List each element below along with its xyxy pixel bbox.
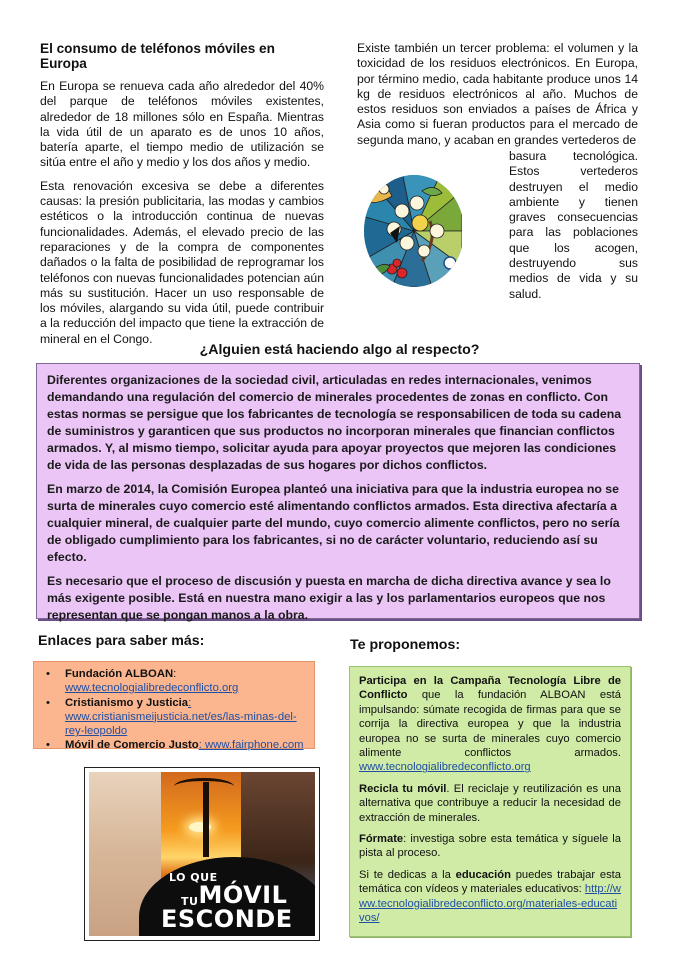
- poster-line: ESCONDE: [161, 905, 293, 933]
- proposal-item: [359, 674, 621, 775]
- paragraph: Diferentes organizaciones de la sociedad civil, articuladas en redes internacionales, venimos demandando una regulación del comercio de minerales procedentes de zonas en conflicto. Con estas normas se persigue que los fabricantes de tecnología se responsabilicen de toda su cadena de suministros y garanticen que sus productos no incorporan minerales que financian conflictos armados. Y, al mismo tiempo, solicitar ayuda para apoyar proyectos que mejoren las condiciones de vida de las personas desplazadas de sus hogares por dichos conflictos.: [47, 373, 622, 472]
- proposals-box: [349, 666, 631, 937]
- proposal-title: Participa en la Campaña Tecnología Libre de Conflicto: [359, 675, 621, 702]
- link-url[interactable]: www.tecnologialibredeconflicto.org: [65, 682, 239, 695]
- link-org-name: Fundación ALBOAN: [65, 668, 174, 680]
- bullet-icon: •: [46, 668, 50, 680]
- bullet-icon: •: [46, 739, 50, 752]
- tree-trunk-graphic: [203, 782, 209, 857]
- list-item: [44, 667, 306, 696]
- poster-title: [151, 872, 311, 931]
- separator: :: [173, 668, 177, 680]
- proposal-text: que la fundación ALBOAN está impulsando: súmate recogida de firmas para que se corrija la directiva europea y que la industria europea no se surta de minerales cuyo comercio alimente conflictos armados.: [359, 689, 621, 760]
- link-org-name: Móvil de Comercio Justo: [65, 739, 199, 752]
- proposal-link[interactable]: www.tecnologialibredeconflicto.org: [359, 761, 531, 774]
- paragraph: En Europa se renueva cada año alrededor del 40% del parque de teléfonos móviles existentes, alrededor de 18 millones sólo en España. Mientras la vida útil de un aparato es de unos 10 años, batería aparte, el tiempo medio de utilización se sitúa entre el año y medio y los dos años y medio.: [40, 79, 324, 170]
- link-org-name: Cristianismo y Justicia: [65, 696, 189, 709]
- link-url[interactable]: www.cristianismeijusticia.net/es/las-minas-del-rey-leopoldo: [65, 710, 297, 738]
- proposal-title: Fórmate: [359, 833, 404, 846]
- section-heading: ¿Alguien está haciendo algo al respecto?: [199, 342, 480, 358]
- paragraph: Esta renovación excesiva se debe a diferentes causas: la presión publicitaria, las modas y cambios estéticos o la introducción continua de nuevas funcionalidades. Además, el elevado precio de las reparaciones y de la compra de componentes dañados o la falta de posibilidad de reprogramar los teléfonos con nuevas funcionalidades potencian aún más su sustitución. Hacer un uso responsable de los móviles, alargando su vida útil, puede contribuir a la reducción del impacto que tiene la extracción de mineral en el Congo.: [40, 178, 324, 346]
- list-item: [44, 738, 306, 752]
- separator: :: [198, 739, 205, 752]
- proposal-item: [359, 832, 621, 861]
- poster-line: TU: [181, 895, 199, 908]
- proposals-heading: Te proponemos:: [350, 637, 461, 653]
- separator: :: [188, 696, 192, 709]
- links-box: [33, 661, 315, 752]
- links-heading: Enlaces para saber más:: [38, 633, 205, 649]
- list-item: [44, 696, 306, 739]
- proposal-item: [359, 782, 621, 825]
- poster-line: MÓVIL: [198, 881, 288, 909]
- proposal-text: Si te dedicas a la: [359, 868, 456, 881]
- paragraph: basura tecnológica. Estos vertederos destruyen el medio ambiente y tienen graves consecuencias para las poblaciones que los acogen, destruyendo sus medios de vida y su salud.: [509, 149, 638, 301]
- poster-image: [84, 767, 320, 941]
- proposal-text: : investiga sobre esta temática y síguele la pista al proceso.: [359, 833, 621, 860]
- proposal-title: educación: [455, 868, 511, 881]
- info-box-purple: [36, 363, 640, 622]
- proposal-text: puedes trabajar esta temática con vídeos y materiales educativos:: [359, 868, 622, 896]
- links-list: [44, 667, 306, 753]
- paragraph: En marzo de 2014, la Comisión Europea planteó una iniciativa para que la industria europea no se surta de minerales cuyo comercio esté alimentando conflictos armados. Esta directiva afectaría a cualquier mineral, de cualquier parte del mundo, cuyo comercio alimente conflictos, pero no sería de obligado cumplimiento para los fabricantes, si no de carácter voluntario, reduciendo así su efecto.: [47, 482, 620, 564]
- proposal-title: Recicla tu móvil: [359, 782, 447, 795]
- article-left-column: [40, 41, 324, 355]
- proposal-text: . El reciclaje y reutilización es una alternativa que contribuye a reducir la necesidad de extracción de minerales.: [359, 782, 622, 824]
- bullet-icon: •: [46, 696, 50, 709]
- link-url[interactable]: www.fairphone.com: [205, 739, 304, 752]
- proposal-item: [359, 868, 621, 926]
- paragraph: Existe también un tercer problema: el volumen y la toxicidad de los residuos electrónicos. En Europa, por término medio, cada habitante produce unos 14 kg de residuos electrónicos al año. Muchos de estos residuos son enviados a países de África y Asia como si fueran productos para el mercado de segunda mano, y acaban en grandes vertederos de: [357, 41, 638, 147]
- article-title: El consumo de teléfonos móviles en Europa: [40, 41, 275, 71]
- article-right-column-wrap: [509, 149, 638, 302]
- paragraph: Es necesario que el proceso de discusión y puesta en marcha de dicha directiva avance y sea lo más exigente posible. Está en nuestra mano exigir a las y los parlamentarios europeos que nos representan que se pongan manos a la obra.: [47, 574, 611, 622]
- poster-line: LO QUE: [169, 871, 218, 884]
- proposal-link[interactable]: http://www.tecnologialibredeconflicto.org/materiales-educativos/: [359, 883, 621, 925]
- stained-glass-image: [362, 171, 462, 287]
- article-right-column: [357, 41, 638, 148]
